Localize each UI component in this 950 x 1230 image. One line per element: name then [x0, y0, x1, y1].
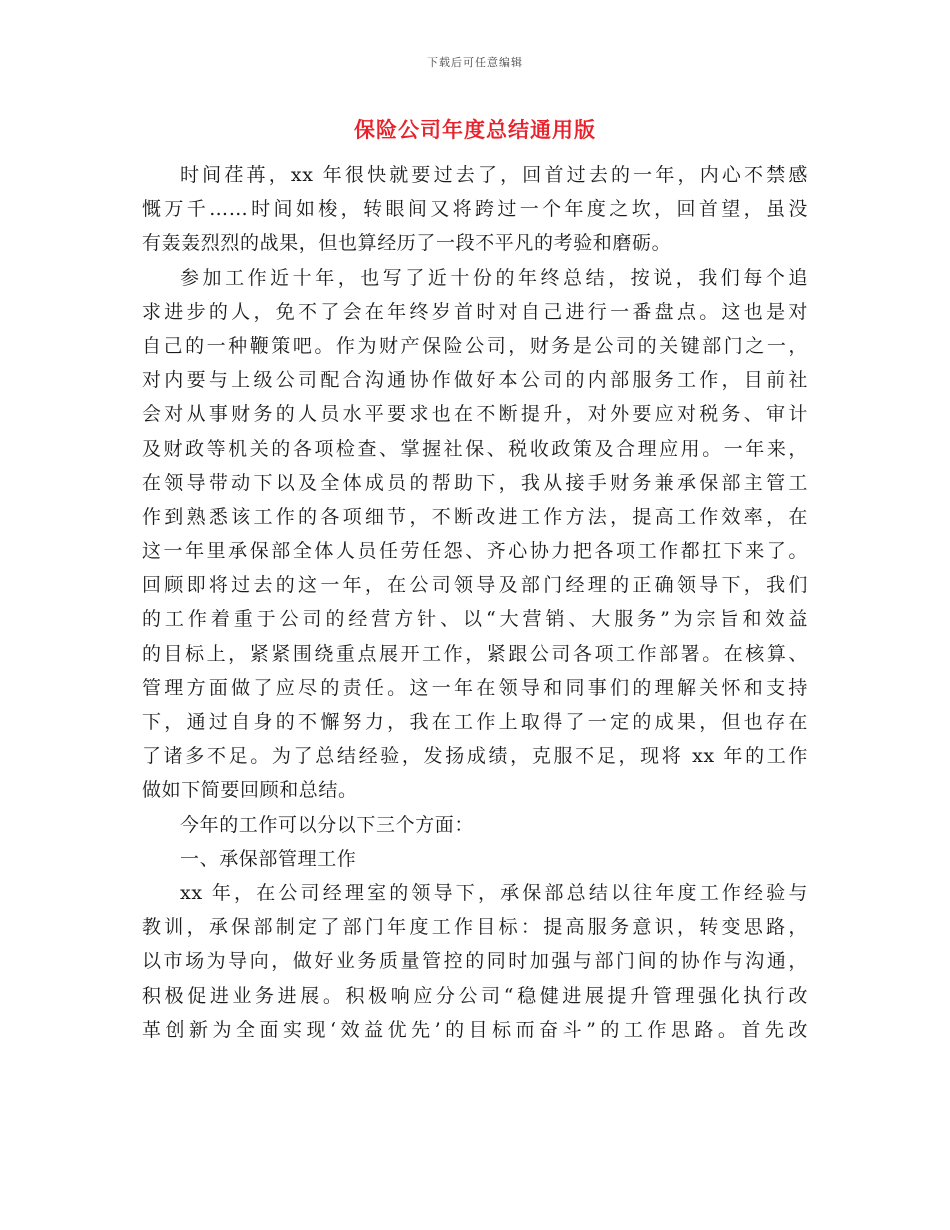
document-body	[142, 158, 808, 1047]
text-line: 在领导带动下以及全体成员的帮助下，我从接手财务兼承保部主管工	[142, 471, 808, 494]
text-line: 会对从事财务的人员水平要求也在不断提升，对外要应对税务、审计	[142, 403, 808, 426]
text-line: 革创新为全面实现‘效益优先’的目标而奋斗”的工作思路。首先改	[142, 1018, 808, 1041]
text-line: 了诸多不足。为了总结经验，发扬成绩，克服不足，现将 xx 年的工作	[142, 745, 808, 768]
header-note: 下载后可任意编辑	[427, 56, 523, 69]
text-line: 参加工作近十年，也写了近十份的年终总结，按说，我们每个追	[180, 266, 808, 289]
paragraph-aspects	[142, 808, 808, 842]
text-line: 及财政等机关的各项检查、掌握社保、税收政策及合理应用。一年来，	[142, 437, 808, 460]
text-line: 自己的一种鞭策吧。作为财产保险公司，财务是公司的关键部门之一，	[142, 334, 808, 357]
text-line: 一、承保部管理工作	[180, 847, 357, 870]
text-line: 慨万千……时间如梭，转眼间又将跨过一个年度之坎，回首望，虽没	[142, 198, 808, 221]
text-line: 积极促进业务进展。积极响应分公司“稳健进展提升管理强化执行改	[142, 984, 808, 1007]
text-line: 作到熟悉该工作的各项细节，不断改进工作方法，提高工作效率，在	[142, 505, 808, 528]
text-line: 回顾即将过去的这一年，在公司领导及部门经理的正确领导下，我们	[142, 574, 808, 597]
text-line: 以市场为导向，做好业务质量管控的同时加强与部门间的协作与沟通，	[142, 950, 808, 973]
text-line: 教训，承保部制定了部门年度工作目标：提高服务意识，转变思路，	[142, 916, 808, 939]
paragraph-intro	[142, 158, 808, 261]
paragraph-review	[142, 261, 808, 808]
text-line: 对内要与上级公司配合沟通协作做好本公司的内部服务工作，目前社	[142, 369, 808, 392]
text-line: 求进步的人，免不了会在年终岁首时对自己进行一番盘点。这也是对	[142, 300, 808, 323]
text-line: 的工作着重于公司的经营方针、以“大营销、大服务”为宗旨和效益	[142, 608, 808, 631]
text-line: 有轰轰烈烈的战果，但也算经历了一段不平凡的考验和磨砺。	[142, 232, 672, 255]
text-line: 下，通过自身的不懈努力，我在工作上取得了一定的成果，但也存在	[142, 711, 808, 733]
text-line: 时间荏苒，xx 年很快就要过去了，回首过去的一年，内心不禁感	[180, 164, 808, 186]
text-line: 这一年里承保部全体人员任劳任怨、齐心协力把各项工作都扛下来了。	[142, 540, 808, 563]
text-line: 的目标上，紧紧围绕重点展开工作，紧跟公司各项工作部署。在核算、	[142, 642, 808, 665]
section-heading-underwriting	[142, 842, 808, 876]
text-line: 管理方面做了应尽的责任。这一年在领导和同事们的理解关怀和支持	[142, 676, 808, 699]
text-line: xx 年，在公司经理室的领导下，承保部总结以往年度工作经验与	[180, 881, 808, 904]
paragraph-underwriting	[142, 876, 808, 1047]
text-line: 今年的工作可以分以下三个方面：	[180, 813, 475, 836]
document-title: 保险公司年度总结通用版	[354, 117, 596, 142]
text-line: 做如下简要回顾和总结。	[142, 779, 358, 802]
